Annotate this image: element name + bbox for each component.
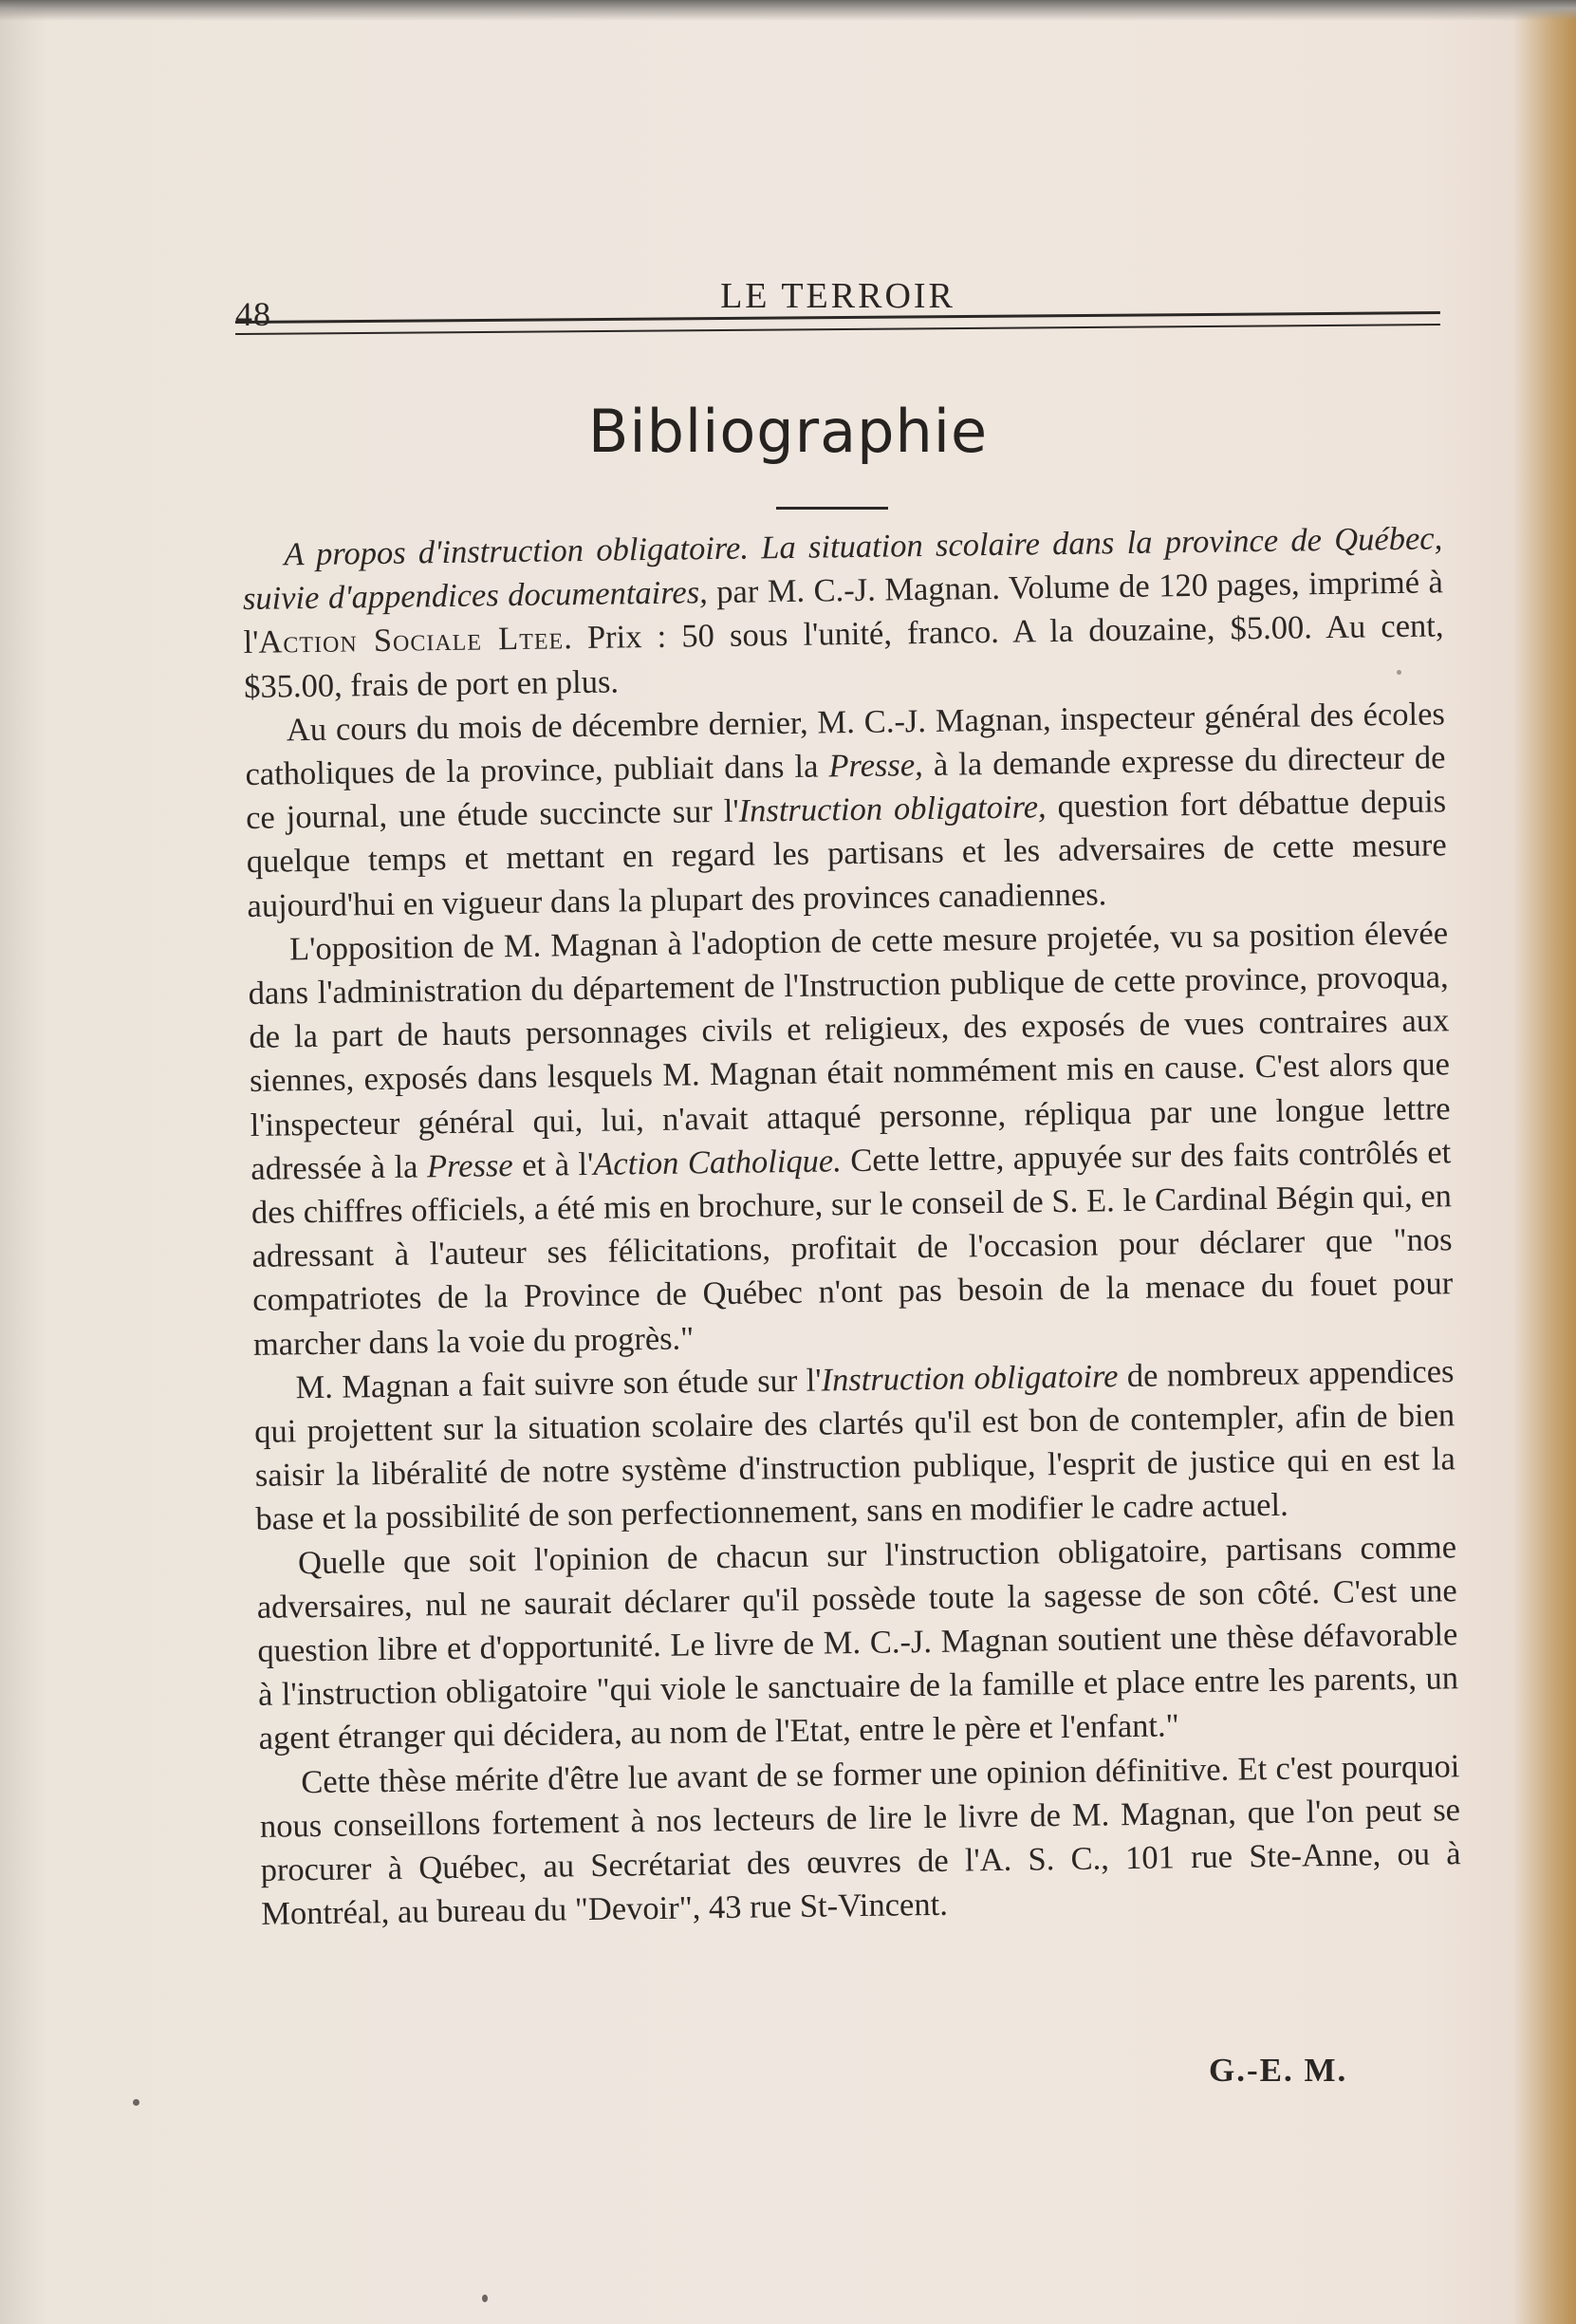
- paragraph-3-text-b: de nombreux appendices qui projettent sur la situation scolaire des clartés qu'il est bon de contempler, afin de bien saisir la libéralité de notre système d'instruction publique, l'esprit de justice qui en est la base et la possibilité de son perfectionnement, sans en modifier le cadre actuel.: [253, 1353, 1456, 1538]
- article-body: [242, 516, 1462, 1936]
- work-title: A propos d'instruction obligatoire.: [284, 530, 750, 573]
- paragraph-1-text-b: à la demande expresse du directeur de ce journal, une étude succincte sur l': [245, 739, 1446, 837]
- paragraph-5: Cette thèse mérite d'être lue avant de se former une opinion définitive. Et c'est pourquoi nous conseillons fortement à nos lecteurs de lire le livre de M. Magnan, que l'on peut se procurer à Québec, au Secrétariat des œuvres de l'A. S. C., 101 rue Ste-Anne, ou à Montréal, au bureau du "Devoir", 43 rue St-Vincent.: [259, 1747, 1461, 1933]
- paragraph-2-text-a: L'opposition de M. Magnan à l'adoption de cette mesure projetée, vu sa position élevée dans l'administration du département de l'Instruction publique de cette province, provoqua, de la part de hauts personnages civils et religieux, des exposés de vues contraires aux siennes, exposés dans lesquels M. Magnan était nommément mis en cause. C'est alors que l'inspecteur général qui, lui, n'avait attaqué personne, répliqua par une longue lettre adressée à la: [248, 915, 1451, 1187]
- paragraph-1-text-a: Au cours du mois de décembre dernier, M. C.-J. Magnan, inspecteur général des écoles catholiques de la province, publiait dans la: [245, 696, 1446, 792]
- paragraph-1-presse: Presse,: [828, 747, 924, 785]
- paragraph-1-instruction: Instruction obligatoire,: [738, 789, 1047, 829]
- paragraph-3: [253, 1349, 1455, 1541]
- paper-speck: [133, 2099, 139, 2106]
- page-number: 48: [235, 295, 271, 333]
- price-line: . Prix : 50 sous l'unité, franco. A la douzaine, $5.00. Au cent, $35.00, frais de port en plus.: [243, 607, 1444, 705]
- paper-speck: [1397, 670, 1401, 675]
- paragraph-3-instruction: Instruction obligatoire: [821, 1358, 1119, 1399]
- paragraph-2: [248, 911, 1454, 1367]
- paragraph-1-text-c: question fort débattue depuis quelque temps et mettant en regard les partisans et les adversaires de cette mesure aujourd'hui en vigueur dans la plupart des provinces canadiennes.: [246, 783, 1447, 924]
- page-top-shadow: [0, 0, 1576, 21]
- work-subtitle: La situation scolaire dans la province de Québec, suivie d'appendices documentaires,: [242, 520, 1443, 618]
- title-underline-rule: [776, 507, 888, 510]
- paragraph-2-action-catholique: Action Catholique.: [593, 1143, 843, 1182]
- author-line: par M. C.-J. Magnan. Volume de 120 pages, imprimé à l': [243, 564, 1444, 661]
- section-title: Bibliographie: [587, 397, 989, 466]
- publisher-name: Action Sociale Ltee: [258, 620, 565, 661]
- paragraph-3-text-a: M. Magnan a fait suivre son étude sur l': [295, 1362, 822, 1406]
- author-signature: G.-E. M.: [1209, 2052, 1348, 2089]
- paragraph-1: [245, 692, 1448, 928]
- journal-title: LE TERROIR: [720, 276, 955, 316]
- paragraph-2-text-c: Cette lettre, appuyée sur des faits contrôlés et des chiffres officiels, a été mis en brochure, sur le conseil de S. E. le Cardinal Bégin qui, en adressant à l'auteur ses félicitations, profitait de l'occasion pour déclarer que "nos compatriotes de la Province de Québec n'ont pas besoin de la menace du fouet pour marcher dans la voie du progrès.": [250, 1134, 1454, 1363]
- paragraph-4: Quelle que soit l'opinion de chacun sur l'instruction obligatoire, partisans comme adversaires, nul ne saurait déclarer qu'il possède toute la sagesse de son côté. C'est une question libre et d'opportunité. Le livre de M. C.-J. Magnan soutient une thèse défavorable à l'instruction obligatoire "qui viole le sanctuaire de la famille et place entre les parents, un agent étranger qui décidera, au nom de l'Etat, entre le père et l'enfant.": [256, 1528, 1459, 1757]
- bibliographic-entry: [242, 516, 1444, 708]
- paper-speck: [482, 2295, 488, 2302]
- paragraph-2-presse: Presse: [426, 1146, 513, 1185]
- paragraph-2-text-b: et à l': [512, 1145, 594, 1183]
